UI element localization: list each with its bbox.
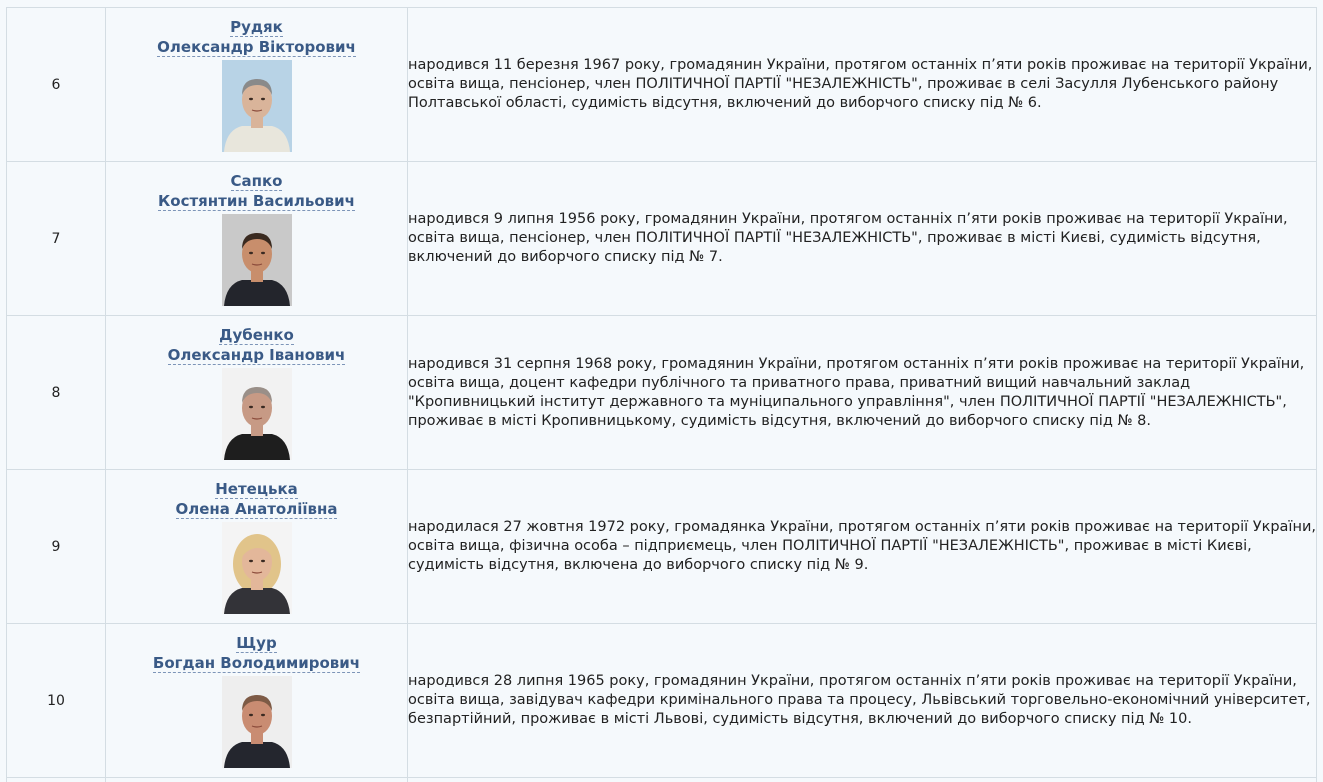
candidate-photo xyxy=(222,676,292,768)
candidate-surname-link[interactable]: Нетецька xyxy=(215,480,298,498)
candidate-number: 9 xyxy=(7,470,106,624)
candidate-photo xyxy=(222,368,292,460)
candidate-row xyxy=(7,470,1317,624)
candidate-cell xyxy=(106,316,408,470)
candidates-table-body xyxy=(7,8,1317,782)
candidate-given-name-link[interactable]: Богдан Володимирович xyxy=(152,654,361,672)
candidate-surname-link[interactable]: Щур xyxy=(236,634,277,652)
candidate-given-name-link[interactable]: Олена Анатоліївна xyxy=(175,500,338,518)
candidate-surname-link[interactable]: Дубенко xyxy=(219,326,294,344)
candidate-number: 7 xyxy=(7,162,106,316)
candidate-card xyxy=(106,316,407,469)
candidate-surname-link[interactable]: Рудяк xyxy=(230,18,283,36)
portrait-photo-male-icon xyxy=(222,676,292,768)
candidate-given-name-link[interactable]: Костянтин Васильович xyxy=(158,192,355,210)
candidate-photo xyxy=(222,60,292,152)
candidate-row xyxy=(7,8,1317,162)
candidate-number: 10 xyxy=(7,624,106,778)
candidate-description: народився 28 липня 1965 року, громадянин України, протягом останніх п’яти років проживає на території України, освіта вища, завідувач кафедри кримінального права та процесу, Львівський торговельно-економічний університет, безпартійний, проживає в місті Львові, судимість відсутня, включений до виборчого списку під № 10. xyxy=(408,624,1317,778)
empty-cell xyxy=(7,778,106,782)
candidate-card xyxy=(106,162,407,315)
partial-next-row xyxy=(7,778,1317,782)
candidate-cell xyxy=(106,162,408,316)
candidate-cell xyxy=(106,624,408,778)
empty-cell xyxy=(106,778,408,782)
candidate-description: народився 9 липня 1956 року, громадянин України, протягом останніх п’яти років проживає на території України, освіта вища, пенсіонер, член ПОЛІТИЧНОЇ ПАРТІЇ "НЕЗАЛЕЖНІСТЬ", проживає в місті Києві, судимість відсутня, включений до виборчого списку під № 7. xyxy=(408,162,1317,316)
candidate-row xyxy=(7,316,1317,470)
candidate-card xyxy=(106,624,407,777)
candidates-table xyxy=(6,7,1317,782)
candidate-description: народився 11 березня 1967 року, громадянин України, протягом останніх п’яти років проживає на території України, освіта вища, пенсіонер, член ПОЛІТИЧНОЇ ПАРТІЇ "НЕЗАЛЕЖНІСТЬ", проживає в селі Засулля Лубенського району Полтавської області, судимість відсутня, включений до виборчого списку під № 6. xyxy=(408,8,1317,162)
empty-cell xyxy=(408,778,1317,782)
portrait-photo-female-icon xyxy=(222,522,292,614)
candidate-surname-link[interactable]: Сапко xyxy=(230,172,283,190)
candidate-cell xyxy=(106,470,408,624)
candidate-number: 8 xyxy=(7,316,106,470)
portrait-photo-male-icon xyxy=(222,214,292,306)
candidate-cell xyxy=(106,8,408,162)
candidate-number: 6 xyxy=(7,8,106,162)
candidate-description: народився 31 серпня 1968 року, громадянин України, протягом останніх п’яти років проживає на території України, освіта вища, доцент кафедри публічного та приватного права, приватний вищий навчальний заклад "Кропивницький інститут державного та муніципального управління", член ПОЛІТИЧНОЇ ПАРТІЇ "НЕЗАЛЕЖНІСТЬ", проживає в місті Кропивницькому, судимість відсутня, включений до виборчого списку під № 8. xyxy=(408,316,1317,470)
candidate-card xyxy=(106,8,407,161)
candidate-given-name-link[interactable]: Олександр Вікторович xyxy=(157,38,356,56)
candidate-photo xyxy=(222,522,292,614)
candidate-description: народилася 27 жовтня 1972 року, громадянка України, протягом останніх п’яти років проживає на території України, освіта вища, фізична особа – підприємець, член ПОЛІТИЧНОЇ ПАРТІЇ "НЕЗАЛЕЖНІСТЬ", проживає в місті Києві, судимість відсутня, включена до виборчого списку під № 9. xyxy=(408,470,1317,624)
candidate-card xyxy=(106,470,407,623)
portrait-photo-male-icon xyxy=(222,368,292,460)
candidate-photo xyxy=(222,214,292,306)
candidate-given-name-link[interactable]: Олександр Іванович xyxy=(167,346,346,364)
portrait-photo-male-icon xyxy=(222,60,292,152)
candidate-row xyxy=(7,162,1317,316)
candidate-row xyxy=(7,624,1317,778)
